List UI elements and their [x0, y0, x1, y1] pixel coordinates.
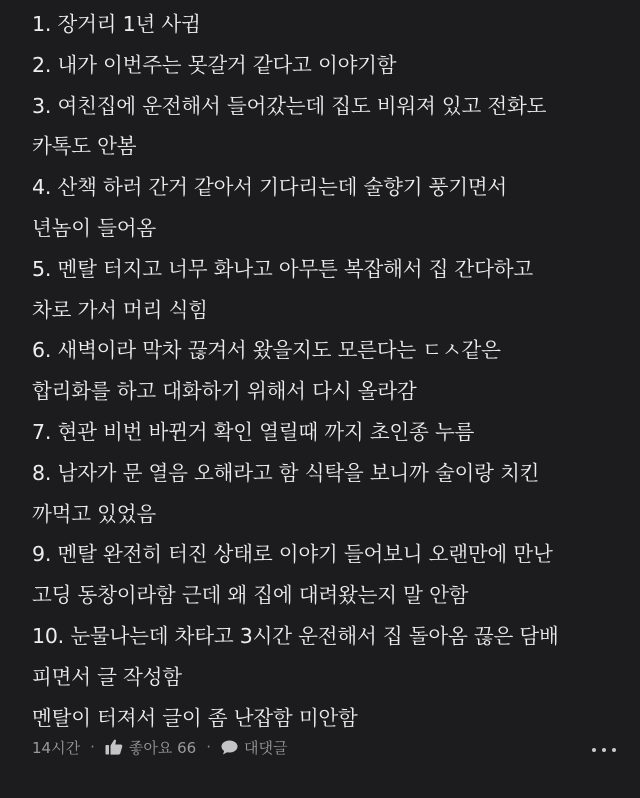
comment-line-18: 멘탈이 터져서 글이 좀 난잡함 미안함	[32, 705, 358, 730]
speech-bubble-icon	[221, 740, 238, 755]
comment-line-15: 고딩 동창이라함 근데 왜 집에 대려왔는지 말 안함	[32, 583, 469, 608]
comment-line-8: 차로 가서 머리 식힘	[32, 297, 208, 322]
comment-line-2: 2. 내가 이번주는 못갈거 같다고 이야기함	[32, 52, 397, 77]
more-options-button[interactable]	[592, 742, 616, 752]
more-dot-2	[602, 748, 606, 752]
comment-line-11: 7. 현관 비번 바뀐거 확인 열릴때 까지 초인종 누름	[32, 419, 475, 444]
more-dot-3	[612, 748, 616, 752]
comment-line-4: 카톡도 안봄	[32, 134, 137, 159]
comment-line-1: 1. 장거리 1년 사귐	[32, 12, 201, 36]
reply-label: 대댓글	[243, 738, 288, 757]
timestamp: 14시간	[32, 738, 81, 757]
comment-line-17: 피면서 글 작성함	[32, 664, 182, 689]
comment-line-7: 5. 멘탈 터지고 너무 화나고 아무튼 복잡해서 집 간다하고	[32, 256, 533, 281]
comment-line-14: 9. 멘탈 완전히 터진 상태로 이야기 들어보니 오랜만에 만난	[32, 542, 553, 567]
comment-line-10: 합리화를 하고 대화하기 위해서 다시 올라감	[32, 379, 417, 404]
comment-line-5: 4. 산책 하러 간거 같아서 기다리는데 술향기 풍기면서	[32, 175, 508, 200]
comment-line-6: 년놈이 들어옴	[32, 215, 156, 240]
reply-button[interactable]	[221, 737, 287, 758]
meta-separator: ·	[90, 738, 95, 756]
like-button[interactable]	[105, 737, 196, 758]
like-label: 좋아요 66	[128, 738, 197, 757]
comment-line-9: 6. 새벽이라 막차 끊겨서 왔을지도 모른다는 ㄷㅅ같은	[32, 338, 501, 363]
thumbs-up-icon	[105, 739, 123, 755]
more-dots-icon	[592, 748, 596, 752]
comment-line-13: 까먹고 있었음	[32, 501, 156, 526]
comment-line-12: 8. 남자가 문 열음 오해라고 함 식탁을 보니까 술이랑 치킨	[32, 460, 540, 485]
comment-line-3: 3. 여친집에 운전해서 들어갔는데 집도 비워져 있고 전화도	[32, 93, 547, 118]
meta-separator-2: ·	[206, 738, 211, 756]
comment-line-16: 10. 눈물나는데 차타고 3시간 운전해서 집 돌아옴 끊은 담배	[32, 623, 559, 648]
comment-meta-bar	[32, 732, 616, 762]
comment-body	[32, 4, 616, 738]
